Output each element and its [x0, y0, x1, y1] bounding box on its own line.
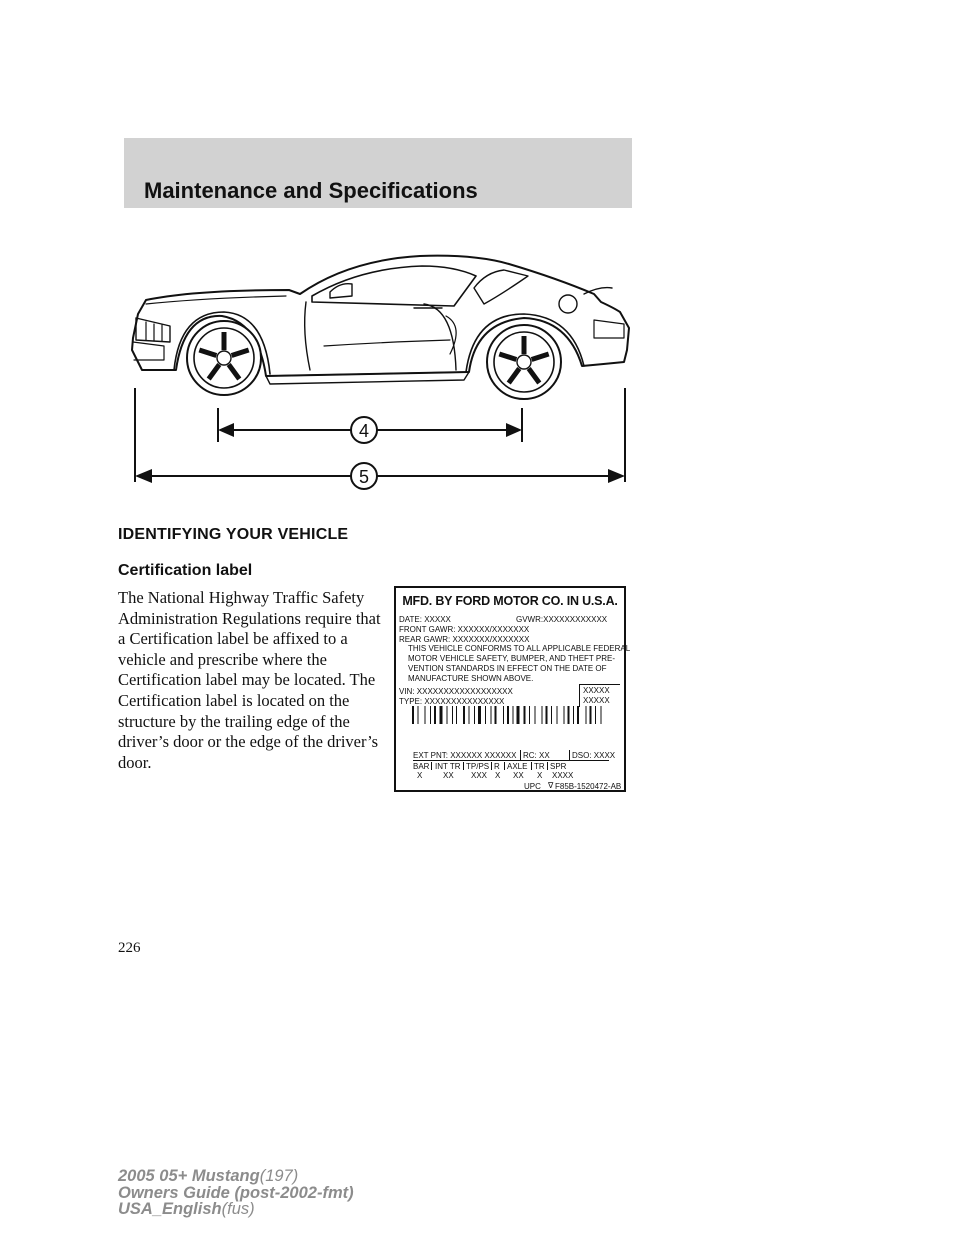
car-quarter-window: [474, 270, 528, 304]
label-conformance-3: VENTION STANDARDS IN EFFECT ON THE DATE OF: [408, 664, 607, 673]
label-ext-pnt: EXT PNT: XXXXXX XXXXXX: [413, 751, 517, 760]
code-value-axle: XX: [513, 771, 524, 780]
code-label-axle: AXLE: [507, 762, 528, 771]
code-value-int-tr: XX: [443, 771, 454, 780]
label-front-gawr: FRONT GAWR: XXXXXX/XXXXXXX: [399, 625, 530, 634]
front-wheel: [187, 321, 261, 395]
label-title: MFD. BY FORD MOTOR CO. IN U.S.A.: [402, 594, 618, 608]
code-label-spr: SPR: [550, 762, 567, 771]
rear-wheel: [487, 325, 561, 399]
footer-model: 2005 05+ Mustang: [118, 1167, 260, 1185]
certification-label-illustration: [394, 586, 631, 792]
code-value-spr: XXXX: [552, 771, 574, 780]
code-label-int-tr: INT TR: [435, 762, 461, 771]
label-type: TYPE: XXXXXXXXXXXXXXX: [399, 697, 505, 706]
label-upc: UPC: [524, 782, 541, 791]
footer-model-code: (197): [259, 1167, 299, 1185]
callout-4: [351, 417, 377, 443]
label-box-line-2: XXXXX: [583, 696, 610, 705]
callout-5: [351, 463, 377, 489]
code-label-tp-ps: TP/PS: [466, 762, 490, 771]
label-vin: VIN: XXXXXXXXXXXXXXXXXX: [399, 687, 513, 696]
label-code-box: [579, 684, 620, 707]
label-rear-gawr: REAR GAWR: XXXXXXX/XXXXXXX: [399, 635, 530, 644]
code-label-tr: TR: [534, 762, 545, 771]
vehicle-dimension-figure: [124, 242, 636, 492]
label-rc: RC: XX: [523, 751, 550, 760]
label-conformance-1: THIS VEHICLE CONFORMS TO ALL APPLICABLE FEDERAL: [408, 644, 631, 653]
svg-text:5: 5: [358, 467, 370, 487]
label-box-line-1: XXXXX: [583, 686, 610, 695]
footer-language: USA_English: [118, 1200, 222, 1218]
code-value-tp-ps: XXX: [471, 771, 488, 780]
vin-barcode: [412, 706, 616, 724]
code-value-tr: X: [537, 771, 543, 780]
document-footer: [118, 1168, 354, 1218]
sub-heading: Certification label: [118, 562, 253, 579]
code-label-bar: BAR: [413, 762, 430, 771]
code-label-r: R: [494, 762, 500, 771]
section-heading: IDENTIFYING YOUR VEHICLE: [118, 526, 349, 543]
label-conformance-4: MANUFACTURE SHOWN ABOVE.: [408, 674, 534, 683]
page-number: 226: [118, 940, 141, 956]
code-value-r: X: [495, 771, 501, 780]
label-recycle-mark: ∇: [548, 781, 554, 790]
label-date: DATE: XXXXX: [399, 615, 451, 624]
section-header-band: [124, 138, 632, 208]
svg-text:4: 4: [358, 421, 370, 441]
section-title: Maintenance and Specifications: [144, 178, 478, 203]
label-dso: DSO: XXXX: [572, 751, 616, 760]
footer-guide: Owners Guide (post-2002-fmt): [118, 1183, 354, 1202]
footer-language-code: (fus): [221, 1200, 255, 1218]
label-conformance-2: MOTOR VEHICLE SAFETY, BUMPER, AND THEFT PRE-: [408, 654, 616, 663]
car-window: [312, 266, 476, 306]
body-paragraph: The National Highway Traffic Safety Administration Regulations require that a Certification label be affixed to a vehicle and prescribe where the Certification label may be located. The Certification label is located on the structure by the trailing edge of the driver’s door or the edge of the driver’s door.: [118, 588, 381, 772]
label-gvwr: GVWR:XXXXXXXXXXXX: [516, 615, 608, 624]
label-part-number: F85B-1520472-AB: [555, 782, 622, 791]
code-value-bar: X: [417, 771, 423, 780]
